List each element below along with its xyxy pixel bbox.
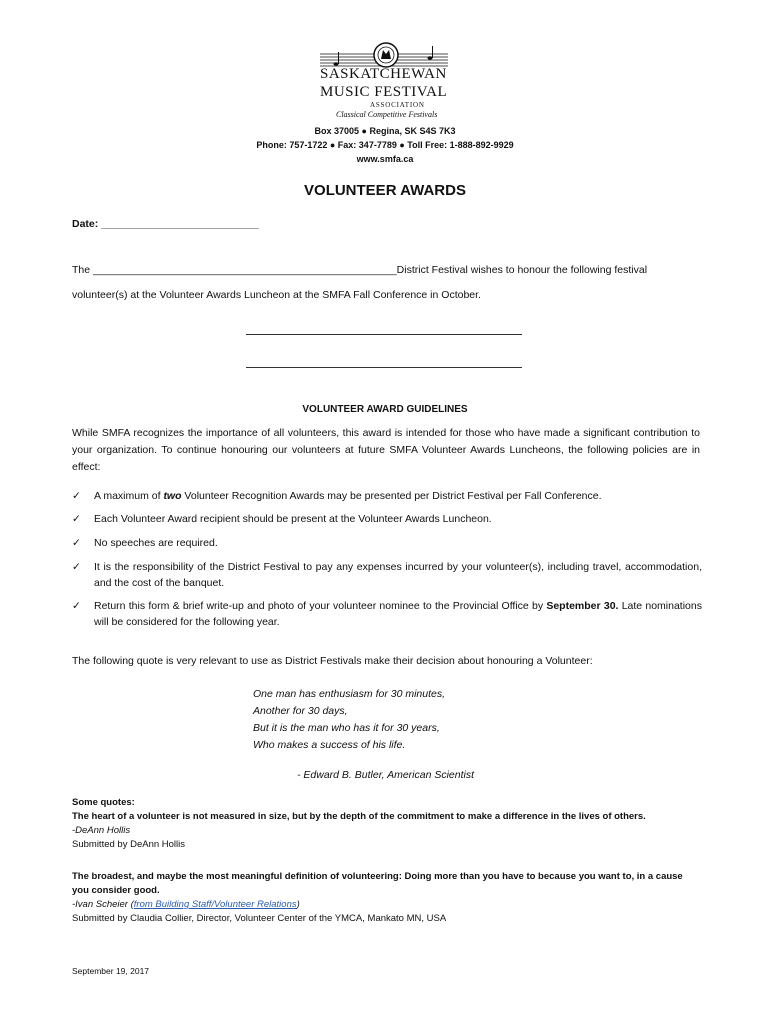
- volunteer-name-line-2[interactable]: [246, 367, 522, 368]
- footer-date: September 19, 2017: [72, 966, 150, 976]
- quote-line-2: Another for 30 days,: [253, 705, 348, 717]
- source-link[interactable]: from Building Staff/Volunteer Relations: [133, 899, 297, 910]
- quote-2-submitted: Submitted by Claudia Collier, Director, Volunteer Center of the YMCA, Mankato MN, USA: [72, 913, 447, 924]
- quote-intro: The following quote is very relevant to use as District Festivals make their decision about honouring a Volunteer:: [72, 655, 593, 667]
- guideline-item: ✓ It is the responsibility of the District Festival to pay any expenses incurred by your volunteer(s), including travel, accommodation, and the cost of the banquet.: [72, 561, 702, 589]
- guideline-item: ✓ A maximum of two Volunteer Recognition Awards may be presented per District Festival per Fall Conference.: [72, 490, 602, 502]
- logo-line-music-festival: MUSIC FESTIVAL: [320, 84, 448, 100]
- some-quotes-heading: Some quotes:: [72, 797, 135, 808]
- guideline-item: ✓ Return this form & brief write-up and photo of your volunteer nominee to the Provincial Office by September 30. Late nominations will be considered for the following year.: [72, 600, 702, 628]
- checkmark-icon: ✓: [72, 600, 81, 612]
- logo-line-saskatchewan: SASKATCHEWAN: [320, 66, 447, 82]
- quote-1-author: -DeAnn Hollis: [72, 825, 131, 836]
- quote-2-author: -Ivan Scheier (from Building Staff/Volunteer Relations): [72, 899, 300, 910]
- guidelines-paragraph: While SMFA recognizes the importance of all volunteers, this award is intended for those who have made a significant contribution to your organization. To continue honouring our volunteers at future SMFA Volunteer Awards Luncheons, the following policies are in effect:: [72, 427, 700, 473]
- guideline-item: ✓ Each Volunteer Award recipient should be present at the Volunteer Awards Luncheon.: [72, 513, 492, 525]
- guideline-item: ✓ No speeches are required.: [72, 537, 218, 549]
- quote-line-3: But it is the man who has it for 30 years,: [253, 722, 440, 734]
- checkmark-icon: ✓: [72, 537, 81, 549]
- page-title: VOLUNTEER AWARDS: [304, 182, 466, 199]
- checkmark-icon: ✓: [72, 490, 81, 502]
- intro-line-2: volunteer(s) at the Volunteer Awards Luncheon at the SMFA Fall Conference in October.: [72, 289, 481, 301]
- website: www.smfa.ca: [356, 154, 414, 164]
- quote-1-submitted: Submitted by DeAnn Hollis: [72, 839, 185, 850]
- quote-line-4: Who makes a success of his life.: [253, 739, 406, 751]
- logo-association: ASSOCIATION: [370, 101, 425, 109]
- smfa-logo: [318, 40, 458, 120]
- checkmark-icon: ✓: [72, 513, 81, 525]
- date-line: Date: ___________________________: [72, 218, 259, 230]
- quote-2-text: The broadest, and maybe the most meaningful definition of volunteering: Doing more than you have to because you want to, in a cause you consider good.: [72, 871, 683, 896]
- intro-line-1: The ____________________________________________________District Festival wishes to honour the following festival: [72, 264, 648, 276]
- checkmark-icon: ✓: [72, 561, 81, 573]
- guidelines-heading: VOLUNTEER AWARD GUIDELINES: [302, 404, 468, 415]
- logo-tagline: Classical Competitive Festivals: [336, 110, 438, 119]
- quote-author: - Edward B. Butler, American Scientist: [297, 769, 475, 781]
- quote-line-1: One man has enthusiasm for 30 minutes,: [253, 688, 446, 700]
- phone-line: Phone: 757-1722 ● Fax: 347-7789 ● Toll Free: 1-888-892-9929: [256, 140, 514, 150]
- address: Box 37005 ● Regina, SK S4S 7K3: [314, 126, 456, 136]
- volunteer-name-line-1[interactable]: [246, 334, 522, 335]
- quote-1-text: The heart of a volunteer is not measured in size, but by the depth of the commitment to make a difference in the lives of others.: [72, 811, 646, 822]
